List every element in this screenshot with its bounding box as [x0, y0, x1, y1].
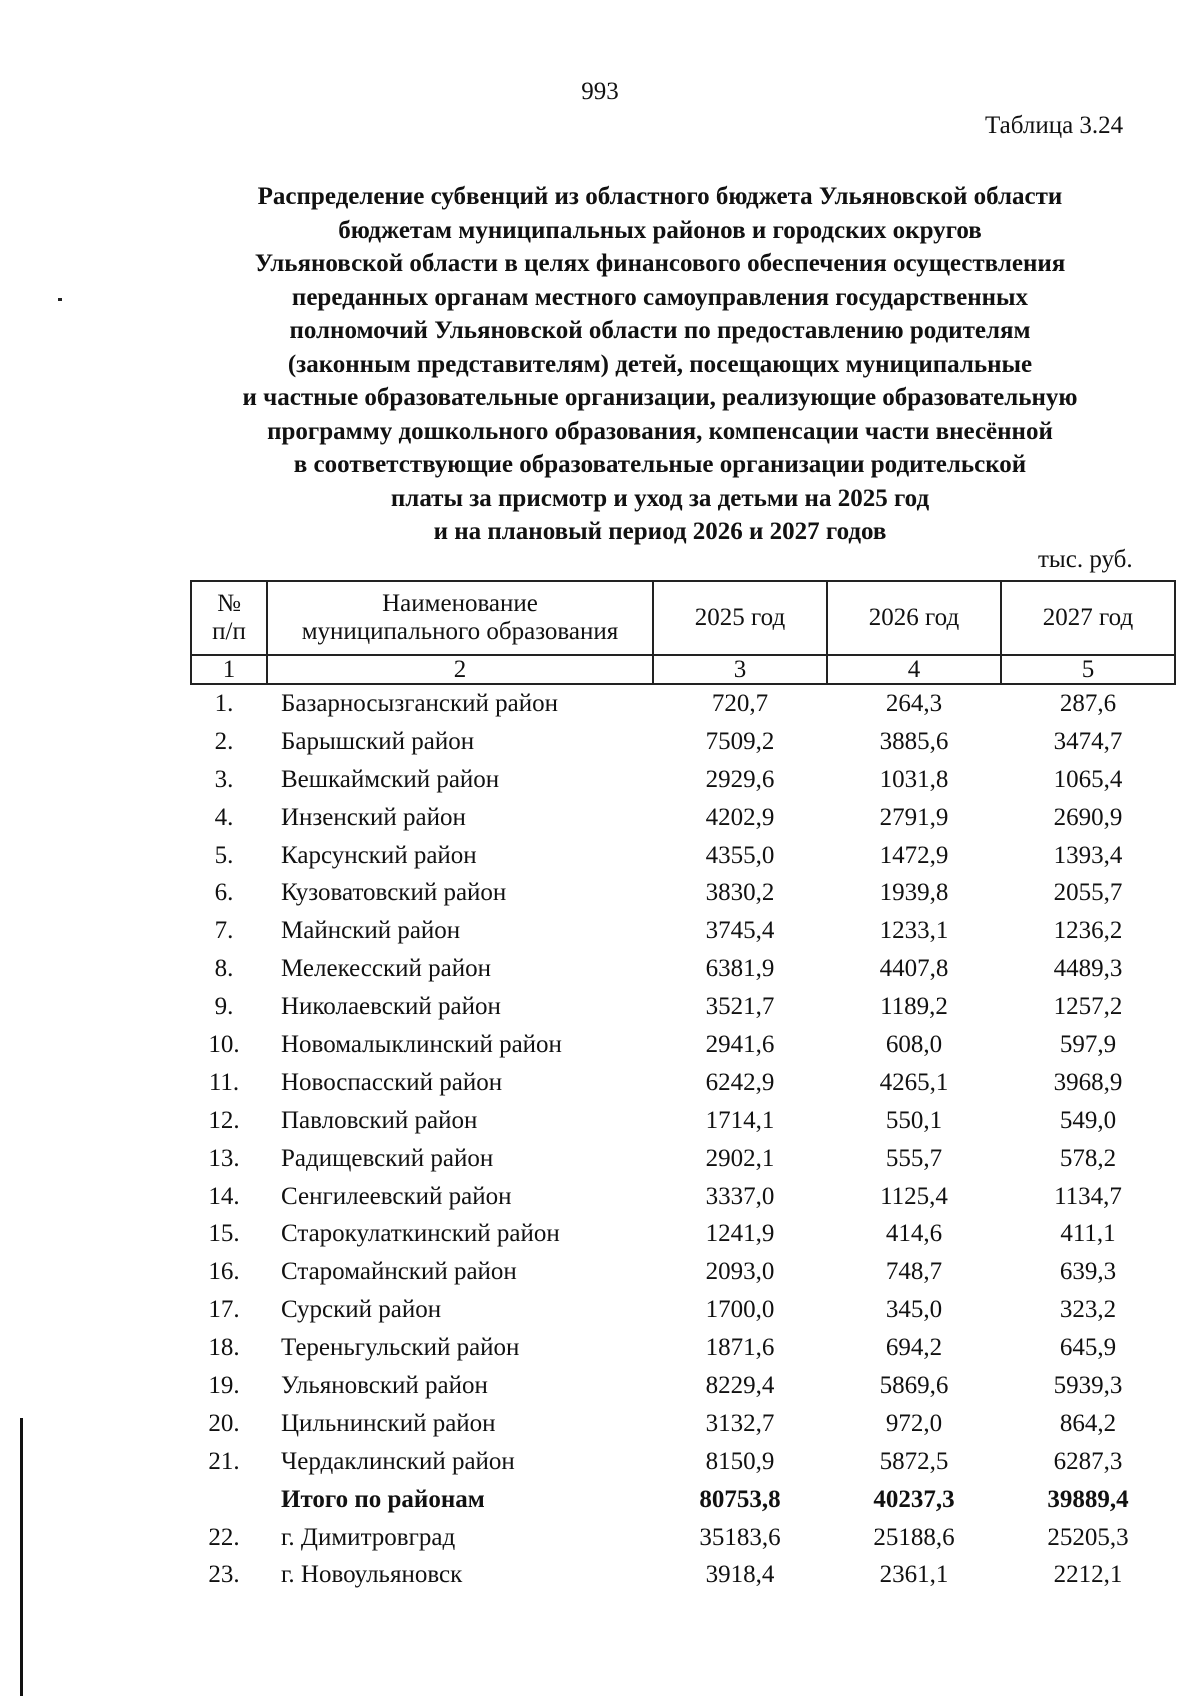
table-row — [191, 761, 1175, 799]
value-2027: 1065,4 — [1053, 765, 1123, 793]
value-2025: 3918,4 — [705, 1561, 775, 1589]
row-number: 7. — [214, 917, 234, 945]
table-row — [191, 799, 1175, 837]
header-2026: 2026 год — [827, 581, 1001, 655]
row-name: Карсунский район — [281, 841, 477, 869]
row-number: 10. — [208, 1030, 240, 1058]
value-2025: 8229,4 — [705, 1371, 775, 1399]
value-2026: 5872,5 — [879, 1447, 949, 1475]
value-2027: 2055,7 — [1053, 879, 1123, 907]
row-number: 19. — [208, 1371, 240, 1399]
value-2025: 6242,9 — [705, 1068, 775, 1096]
value-2026: 748,7 — [885, 1258, 943, 1286]
value-2027: 411,1 — [1060, 1220, 1116, 1248]
table-row — [191, 1064, 1175, 1102]
header-num-line2: п/п — [212, 618, 246, 645]
table-header-row — [191, 581, 1175, 655]
value-2026: 2361,1 — [879, 1561, 949, 1589]
row-name: Новоспасский район — [281, 1068, 503, 1096]
header-num — [191, 581, 267, 655]
row-name: Старомайнский район — [281, 1258, 517, 1286]
row-number: 8. — [214, 955, 234, 983]
value-2027: 6287,3 — [1053, 1447, 1123, 1475]
row-number: 14. — [208, 1182, 240, 1210]
row-name: г. Димитровград — [281, 1523, 456, 1551]
row-name: Радищевский район — [281, 1144, 494, 1172]
table-row — [191, 1519, 1175, 1557]
value-2026: 3885,6 — [879, 727, 949, 755]
row-number: 20. — [208, 1409, 240, 1437]
table-row — [191, 874, 1175, 912]
scan-margin-line — [20, 1418, 23, 1696]
value-2025: 1871,6 — [705, 1334, 775, 1362]
table-row — [191, 912, 1175, 950]
row-number: 21. — [208, 1447, 240, 1475]
table-row — [191, 684, 1175, 723]
row-name: Чердаклинский район — [281, 1447, 515, 1475]
table-row — [191, 1253, 1175, 1291]
value-2027: 597,9 — [1059, 1030, 1117, 1058]
value-2027: 39889,4 — [1047, 1485, 1129, 1513]
table-row — [191, 1178, 1175, 1216]
value-2025: 6381,9 — [705, 955, 775, 983]
header-2025: 2025 год — [653, 581, 827, 655]
value-2026: 1125,4 — [880, 1182, 948, 1210]
value-2025: 2902,1 — [705, 1144, 775, 1172]
value-2026: 2791,9 — [879, 803, 949, 831]
row-name: Базарносызганский район — [281, 689, 559, 717]
column-number: 3 — [653, 655, 827, 684]
title-line: Ульяновской области в целях финансового обеспечения осуществления — [254, 250, 1066, 277]
subvention-table — [190, 580, 1176, 1594]
table-row — [191, 950, 1175, 988]
title-line: переданных органам местного самоуправления государственных — [291, 283, 1029, 311]
value-2026: 555,7 — [885, 1144, 943, 1172]
value-2025: 3745,4 — [705, 917, 775, 945]
value-2025: 1700,0 — [705, 1296, 775, 1324]
value-2027: 1257,2 — [1053, 993, 1123, 1021]
scan-mark — [58, 298, 62, 301]
column-number: 2 — [267, 655, 653, 684]
value-2027: 1393,4 — [1053, 841, 1123, 869]
table-row — [191, 1215, 1175, 1253]
value-2027: 3474,7 — [1053, 727, 1123, 755]
value-2026: 972,0 — [885, 1409, 943, 1437]
title-line: полномочий Ульяновской области по предоставлению родителям — [289, 317, 1031, 344]
row-number: 18. — [208, 1334, 240, 1362]
value-2027: 5939,3 — [1053, 1371, 1123, 1399]
value-2027: 549,0 — [1059, 1106, 1117, 1134]
value-2025: 80753,8 — [699, 1485, 781, 1513]
table-row — [191, 1291, 1175, 1329]
row-name: Сенгилеевский район — [281, 1182, 512, 1210]
document-title — [160, 180, 1160, 549]
value-2025: 3830,2 — [705, 879, 775, 907]
header-num-line1: № — [217, 590, 241, 617]
column-number: 4 — [827, 655, 1001, 684]
row-number: 11. — [208, 1068, 240, 1096]
value-2027: 1134,7 — [1054, 1182, 1122, 1210]
value-2026: 1472,9 — [879, 841, 949, 869]
column-number-row — [191, 655, 1175, 684]
value-2026: 4407,8 — [879, 955, 949, 983]
row-number: 1. — [214, 689, 234, 717]
table-row — [191, 1556, 1175, 1594]
row-name: Барышский район — [281, 727, 475, 755]
value-2026: 4265,1 — [879, 1068, 949, 1096]
row-name: г. Новоульяновск — [281, 1561, 463, 1589]
value-2026: 264,3 — [885, 689, 943, 717]
row-name: Ульяновский район — [281, 1371, 488, 1399]
row-number: 23. — [208, 1561, 240, 1589]
row-name: Цильнинский район — [281, 1409, 496, 1437]
row-number: 2. — [214, 727, 234, 755]
value-2025: 8150,9 — [705, 1447, 775, 1475]
value-2025: 3337,0 — [705, 1182, 775, 1210]
row-number: 13. — [208, 1144, 240, 1172]
row-name: Итого по районам — [281, 1485, 485, 1513]
value-2026: 1031,8 — [879, 765, 949, 793]
column-number: 5 — [1001, 655, 1175, 684]
total-row — [191, 1481, 1175, 1519]
row-name: Старокулаткинский район — [281, 1220, 560, 1248]
row-number: 17. — [208, 1296, 240, 1324]
value-2025: 7509,2 — [705, 727, 775, 755]
value-2025: 35183,6 — [699, 1523, 781, 1551]
title-line: платы за присмотр и уход за детьми на 2025 год — [390, 484, 930, 512]
header-name-line2: муниципального образования — [301, 618, 619, 645]
title-line: (законным представителям) детей, посещающих муниципальные — [287, 350, 1033, 378]
page-number: 993 — [581, 78, 619, 105]
title-line: и на плановый период 2026 и 2027 годов — [433, 518, 887, 545]
value-2027: 25205,3 — [1047, 1523, 1129, 1551]
row-name: Новомалыклинский район — [281, 1030, 562, 1058]
row-name: Сурский район — [281, 1296, 442, 1324]
value-2027: 1236,2 — [1053, 917, 1123, 945]
value-2026: 414,6 — [885, 1220, 943, 1248]
column-number: 1 — [191, 655, 267, 684]
row-name: Николаевский район — [281, 993, 501, 1021]
value-2026: 608,0 — [885, 1030, 943, 1058]
row-number: 15. — [208, 1220, 240, 1248]
value-2027: 639,3 — [1059, 1258, 1117, 1286]
value-2025: 4355,0 — [705, 841, 775, 869]
row-name: Кузоватовский район — [281, 879, 507, 907]
row-number: 16. — [208, 1258, 240, 1286]
value-2027: 287,6 — [1059, 689, 1117, 717]
value-2026: 1189,2 — [880, 993, 948, 1021]
table-row — [191, 1026, 1175, 1064]
value-2025: 1241,9 — [705, 1220, 775, 1248]
row-number: 22. — [208, 1523, 240, 1551]
value-2025: 1714,1 — [705, 1106, 775, 1134]
row-name: Тереньгульский район — [281, 1334, 520, 1362]
value-2026: 550,1 — [885, 1106, 943, 1134]
table-label: Таблица 3.24 — [985, 112, 1124, 139]
value-2025: 720,7 — [711, 689, 769, 717]
value-2025: 2093,0 — [705, 1258, 775, 1286]
row-number: 6. — [214, 879, 234, 907]
value-2025: 2929,6 — [705, 765, 775, 793]
header-2027: 2027 год — [1001, 581, 1175, 655]
table-row — [191, 1102, 1175, 1140]
value-2026: 5869,6 — [879, 1371, 949, 1399]
table-row — [191, 837, 1175, 875]
row-name: Мелекесский район — [281, 955, 492, 983]
header-name-line1: Наименование — [382, 590, 538, 617]
title-line: и частные образовательные организации, реализующие образовательную — [242, 384, 1078, 411]
value-2026: 1939,8 — [879, 879, 949, 907]
table-row — [191, 1329, 1175, 1367]
row-number: 9. — [214, 993, 234, 1021]
row-number: 4. — [214, 803, 234, 831]
value-2025: 4202,9 — [705, 803, 775, 831]
table-row — [191, 1140, 1175, 1178]
value-2027: 2212,1 — [1053, 1561, 1123, 1589]
title-line: Распределение субвенций из областного бюджета Ульяновской области — [257, 183, 1063, 210]
row-number: 3. — [214, 765, 234, 793]
table-row — [191, 988, 1175, 1026]
row-number — [191, 1481, 267, 1519]
value-2027: 323,2 — [1059, 1296, 1117, 1324]
value-2025: 3132,7 — [705, 1409, 775, 1437]
value-2026: 694,2 — [885, 1334, 943, 1362]
table-row — [191, 1405, 1175, 1443]
value-2025: 3521,7 — [705, 993, 775, 1021]
value-2026: 345,0 — [885, 1296, 943, 1324]
value-2026: 1233,1 — [879, 917, 949, 945]
row-name: Майнский район — [281, 917, 461, 945]
row-name: Инзенский район — [281, 803, 466, 831]
row-name: Павловский район — [281, 1106, 478, 1134]
title-line: программу дошкольного образования, компенсации части внесённой — [267, 417, 1053, 445]
value-2026: 25188,6 — [873, 1523, 955, 1551]
value-2027: 4489,3 — [1053, 955, 1123, 983]
table-row — [191, 1443, 1175, 1481]
title-line: бюджетам муниципальных районов и городских округов — [338, 216, 982, 244]
value-2027: 864,2 — [1059, 1409, 1117, 1437]
value-2026: 40237,3 — [873, 1485, 955, 1513]
value-2027: 3968,9 — [1053, 1068, 1123, 1096]
value-2027: 578,2 — [1059, 1144, 1117, 1172]
table-body — [191, 684, 1175, 1594]
row-number: 5. — [214, 841, 234, 869]
value-2025: 2941,6 — [705, 1030, 775, 1058]
table-row — [191, 1367, 1175, 1405]
row-name: Вешкаймский район — [281, 765, 500, 793]
table-row — [191, 723, 1175, 761]
row-number: 12. — [208, 1106, 240, 1134]
units-label: тыс. руб. — [1038, 546, 1133, 573]
value-2027: 2690,9 — [1053, 803, 1123, 831]
title-line: в соответствующие образовательные организации родительской — [293, 451, 1027, 478]
header-name — [267, 581, 653, 655]
value-2027: 645,9 — [1059, 1334, 1117, 1362]
